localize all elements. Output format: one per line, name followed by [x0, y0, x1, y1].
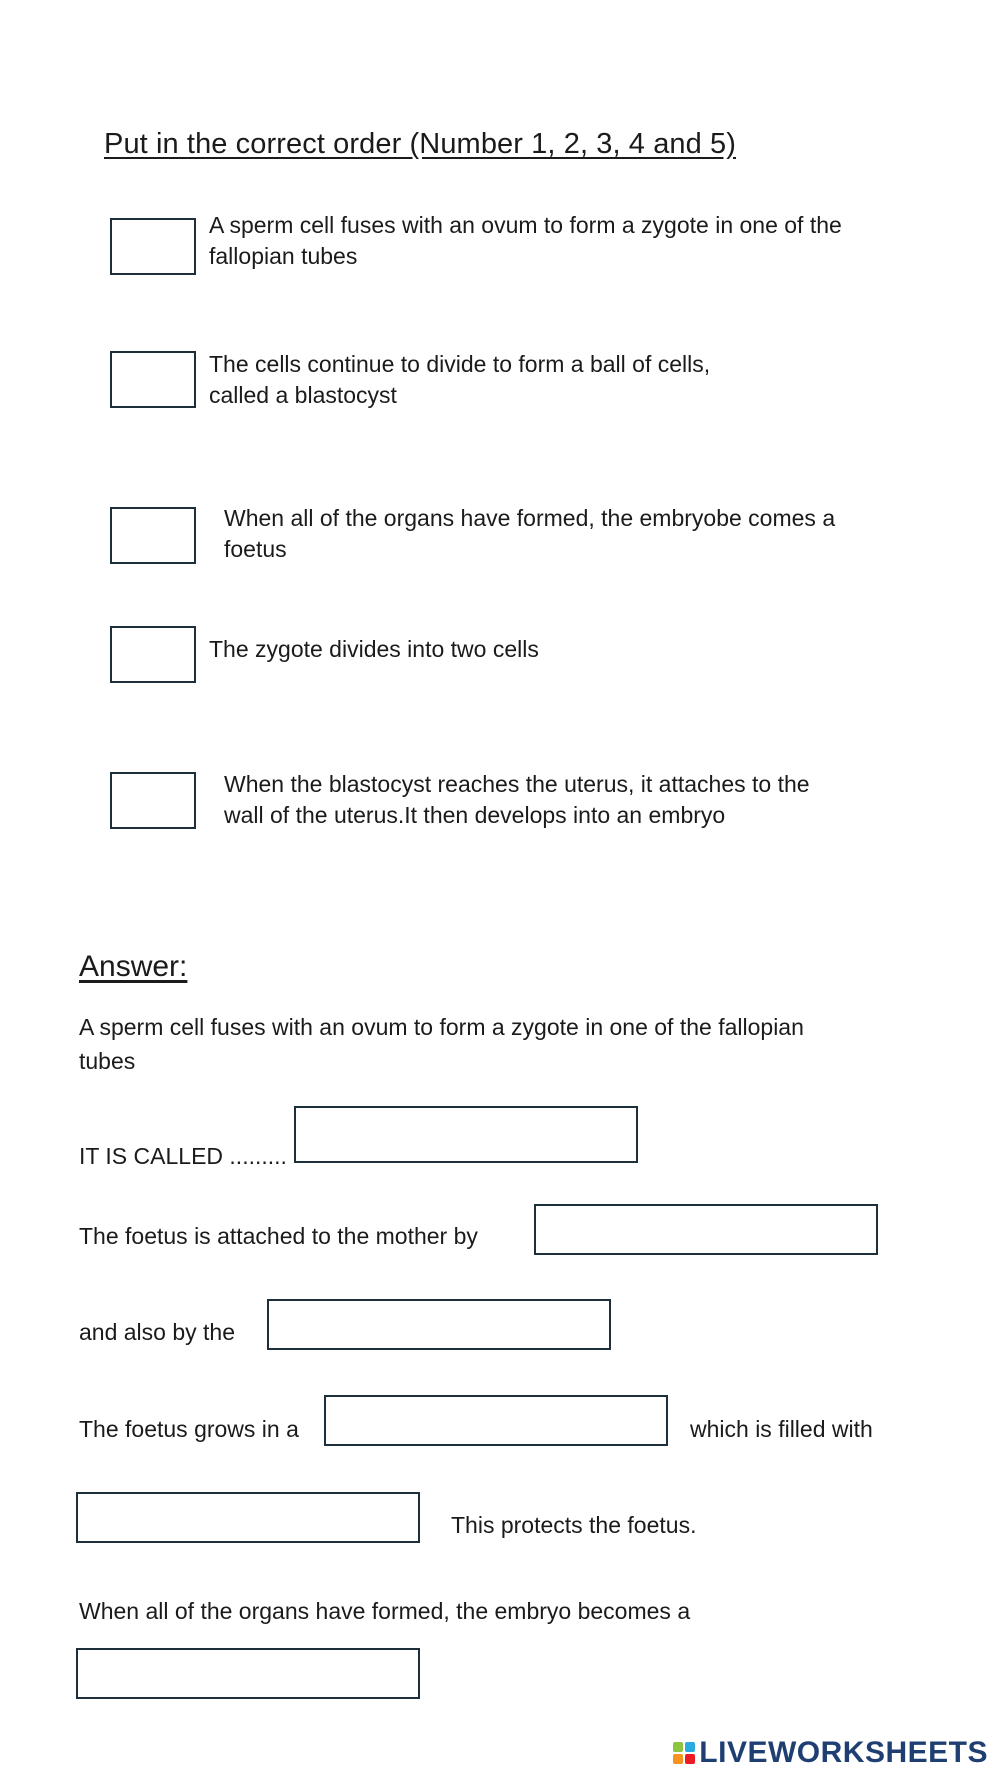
order-item-4-line1: The zygote divides into two cells — [209, 636, 539, 662]
order-item-2 — [209, 349, 929, 411]
grows-label: The foetus grows in a — [79, 1416, 299, 1442]
order-input-5[interactable] — [110, 772, 196, 829]
liveworksheets-brand-text: LIVEWORKSHEETS — [699, 1736, 988, 1769]
answer-heading: Answer: — [79, 950, 188, 983]
logo-square-4 — [685, 1754, 695, 1764]
organs-answer-input[interactable] — [76, 1648, 420, 1699]
also-label: and also by the — [79, 1319, 236, 1345]
order-item-5-line2: wall of the uterus.It then develops into an embryo — [224, 802, 726, 828]
order-item-5 — [224, 769, 944, 831]
grows-answer-input[interactable] — [324, 1395, 668, 1446]
logo-square-2 — [685, 1742, 695, 1752]
called-answer-input[interactable] — [294, 1106, 638, 1163]
order-item-1 — [209, 210, 929, 272]
order-item-2-line1: The cells continue to divide to form a ball of cells, — [209, 351, 711, 377]
filled-answer-input[interactable] — [76, 1492, 420, 1543]
called-label: IT IS CALLED ......... — [79, 1143, 287, 1169]
order-item-3 — [224, 503, 944, 565]
organs-label: When all of the organs have formed, the embryo becomes a — [79, 1598, 691, 1624]
order-item-3-line2: foetus — [224, 536, 287, 562]
also-answer-input[interactable] — [267, 1299, 611, 1350]
logo-square-1 — [673, 1742, 683, 1752]
order-item-1-line2: fallopian tubes — [209, 243, 358, 269]
order-input-1[interactable] — [110, 218, 196, 275]
order-item-4 — [209, 634, 929, 665]
worksheet-title: Put in the correct order (Number 1, 2, 3, 4 and 5) — [104, 128, 737, 160]
order-input-2[interactable] — [110, 351, 196, 408]
order-item-5-line1: When the blastocyst reaches the uterus, it attaches to the — [224, 771, 810, 797]
liveworksheets-logo — [673, 1736, 988, 1770]
filled-label: which is filled with — [690, 1416, 873, 1442]
liveworksheets-logo-icon — [673, 1742, 695, 1764]
attached-label: The foetus is attached to the mother by — [79, 1223, 478, 1249]
answer-intro-line2: tubes — [79, 1048, 136, 1074]
answer-intro-line1: A sperm cell fuses with an ovum to form a zygote in one of the fallopian — [79, 1014, 804, 1040]
logo-square-3 — [673, 1754, 683, 1764]
attached-answer-input[interactable] — [534, 1204, 878, 1255]
order-item-3-line1: When all of the organs have formed, the embryobe comes a — [224, 505, 836, 531]
order-input-3[interactable] — [110, 507, 196, 564]
order-item-1-line1: A sperm cell fuses with an ovum to form a zygote in one of the — [209, 212, 842, 238]
order-item-2-line2: called a blastocyst — [209, 382, 397, 408]
protects-label: This protects the foetus. — [451, 1512, 697, 1538]
order-input-4[interactable] — [110, 626, 196, 683]
